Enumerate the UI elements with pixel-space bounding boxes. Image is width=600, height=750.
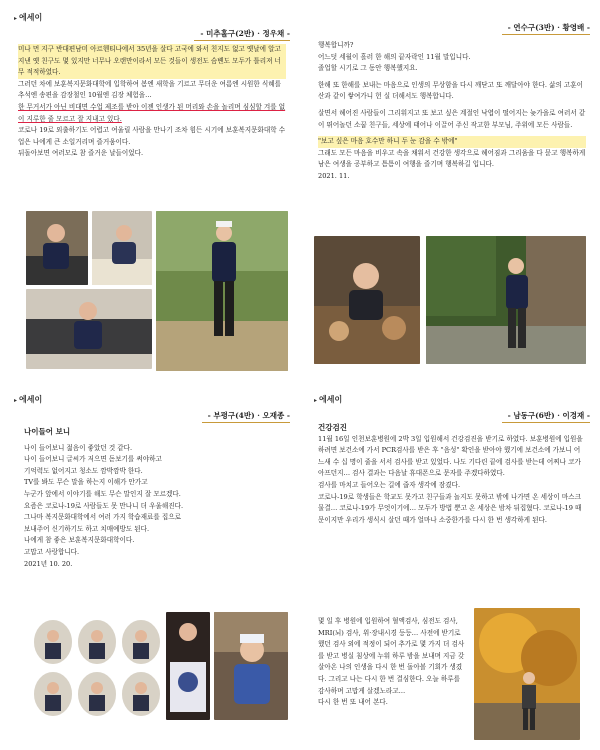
essay-paragraph: 검사를 마치고 들어오는 길에 줍자 생각에 잠겼다.: [318, 480, 461, 489]
photo-man-on-sofa: [26, 289, 152, 369]
essay-paragraph: 그래도 모든 마음을 비우고 속을 채워서 건강한 생각으로 헤어짐과 그리움을 다 묻고 행복하게 남은 여생을 공부하고 틈틈이 여행을 즐기며 행복하길 입니다.: [318, 148, 586, 169]
poem-line: 고맙고 사랑합니다.: [24, 547, 80, 556]
essay-date: 2021년 10. 20.: [24, 559, 73, 568]
photo-oval: [78, 672, 116, 716]
author-byline: - 연수구(3반) · 황영배 -: [502, 22, 590, 35]
essay-paragraph: 그러던 차에 보훈복지문화대학에 입학하여 봄엔 새학을 기르고 무더운 여름엔 시원한 식혜를 추석엔 송편을 감장철인 10월엔 김장 체험을…: [18, 79, 282, 100]
poem-line: 누군가 앞에서 이야기를 해도 무슨 말인지 잘 모르겠다.: [24, 489, 181, 498]
photo-oval: [78, 620, 116, 664]
essay-date: 2021. 11.: [318, 171, 350, 180]
photo-crafts-items: [166, 612, 210, 720]
essay-paragraph: 몇 일 후 병원에 입원하여 혈액검사, 심전도 검사, MRI(뇌) 검사, 위·장내시경 등등… 사전에 받기로 했던 검사 외에 적정이 되어 추가로 몇 가지 더 검사를 받고 병실 침상에 누워 하루 밤을 보내며 지금 갖 살아온 나의 인생을 다시 한 번 돌아볼 기회가 생겼다. 그리고 나는 다시 한 번 결심한다. 오늘 하루를 감사하며 고맙게 살겠노라고…: [318, 617, 465, 695]
essay-body: [318, 422, 586, 526]
author-byline: - 미추홀구(2반) · 정우채 -: [194, 28, 290, 41]
essay-paragraph: 코로나-19로 학생들은 학교도 못가고 친구들과 놀지도 못하고 밖에 나가면 온 세상이 마스크 물결… 코로나-19가 무엇이기에… 모두가 방법 뿐고 온 세상은 밤차 뒤집혔다. 코로나-19 때문이지만 우리가 생식시 살던 때가 얼마나 소중한가를 다시 한 번 생각하게 된다.: [318, 492, 582, 524]
essay-title: 건강검진: [318, 423, 347, 432]
essay-tag: ▸ 에세이: [14, 394, 42, 405]
poem-line: 보내주어 신기하기도 하고 치매예방도 된다.: [24, 524, 150, 533]
essay-paragraph: 다시 한 번 또 내어 본다.: [318, 698, 388, 707]
essay-body-continued: [318, 616, 466, 709]
essay-paragraph: 한해 또 한해를 보내는 마음으로 인생의 무상함을 다시 깨닫고 또 깨달아야 한다. 삶의 고훈이 산과 같이 쌓여가니 헌 실 더해서도 행복합니다.: [318, 80, 584, 101]
poem-line: 나에게 참 좋은 보훈복지문화대학이다.: [24, 536, 135, 545]
essay-body: [24, 426, 286, 570]
essay-title: 나이들어 보니: [24, 427, 71, 436]
essay-page-4: [306, 380, 594, 746]
essay-paragraph: 코로나 19로 외출하기도 어렵고 여울릴 사람을 만나기 조차 힘든 시기에 보훈복지문화대학 수업은 나에게 큰 소일거리며 즐거움이다.: [18, 126, 286, 146]
essay-paragraph: 11월 16일 인천보훈병원에 2박 3일 입원해서 건강검진을 받기로 하였다. 보훈병원에 입원을 하려면 보건소에 가서 PCR검사를 받은 후 "음성" 확인을 받아야 했기에 보건소에 가보니 어느새 수 십 명이 줄을 서서 검사를 받고 있었다. 나도 기다린 끝에 검사를 받는데 어찌나 코가 아프던지… 검사 결과는 다음날 휴대폰으로 문자를 주겠다하였다.: [318, 434, 583, 478]
essay-body: [318, 40, 586, 183]
poem-line: 그나마 복지문화대학에서 여러 가지 학습재료를 집으로: [24, 513, 181, 522]
essay-tag: ▸ 에세이: [314, 394, 342, 405]
photo-man-in-garden: [426, 236, 586, 364]
photo-oval: [34, 620, 72, 664]
essay-paragraph: 졸업할 시기로 그 동안 행복했지요.: [318, 64, 418, 73]
poem-line: 나이 들어보니 글씨가 저으면 돋보기를 써야하고: [24, 455, 162, 464]
poem-line: 나이 들어보니 젊음이 좋았던 것 같다.: [24, 443, 133, 452]
essay-paragraph: 행복합니까?: [318, 41, 354, 49]
essay-paragraph: 미나 먼 지구 반대편남미 아르헨티나에서 35년을 살다 고국에 와서 친지도 없고 옛날에 알고 지낸 옛 친구도 몇 있지만 너무나 오랜만이라서 모든 것들이 생전도 슴볜도 모두가 틀리져 너무 적적하였다.: [18, 44, 286, 79]
essay-page-2: [306, 6, 594, 372]
photo-man-autumn-tree: [474, 608, 580, 740]
essay-paragraph: 뒤돌아보면 여러모로 참 즐거운 날들이었다.: [18, 149, 144, 158]
essay-tag: ▸ 에세이: [14, 12, 42, 23]
author-byline: - 부평구(4반) · 오재종 -: [202, 410, 290, 423]
photo-man-standing-outdoors: [156, 211, 288, 371]
poem-line: TV를 봐도 무슨 말을 하는지 이해가 안가고: [24, 478, 148, 487]
essay-quote: "보고 싶은 마음 호수만 하니 두 눈 감을 수 밖에": [318, 136, 586, 148]
essay-page-3: [6, 380, 294, 746]
poem-line: 요즘은 코로나-19로 사람들도 못 만나니 더 우울해진다.: [24, 501, 184, 510]
author-byline: - 남동구(6반) · 이경재 -: [502, 410, 590, 423]
photo-man-with-crafts: [314, 236, 420, 364]
essay-paragraph: 살면서 헤어진 사람들이 그리워지고 또 보고 싶은 계절인 낙엽이 떨어지는 늦가을로 여러서 같이 뛰어놀던 소꿉 친구들, 세상에 태어나 이끌어 주신 작고한 부모님, 주위에 모든 사람들.: [318, 108, 586, 129]
photo-man-at-table: [26, 211, 88, 285]
photo-oval: [122, 620, 160, 664]
essay-body: [18, 44, 286, 160]
essay-paragraph: 어느덧 세월이 흘러 한 해의 끝자락인 11월 말입니다.: [318, 52, 471, 61]
photo-man-with-cap: [214, 612, 288, 720]
essay-page-1: [6, 6, 294, 372]
photo-man-crafting: [92, 211, 152, 285]
photo-oval: [34, 672, 72, 716]
photo-oval: [122, 672, 160, 716]
essay-paragraph: 한 무거서가 아닌 비대면 수업 제조를 받아 이젠 인생가 된 머리와 손을 놀리며 심심할 겨를 없이 지루한 줄 모르고 잘 지내고 있다.: [18, 102, 286, 123]
poem-line: 기억력도 없어지고 청소도 깜박깜박 한다.: [24, 466, 143, 475]
